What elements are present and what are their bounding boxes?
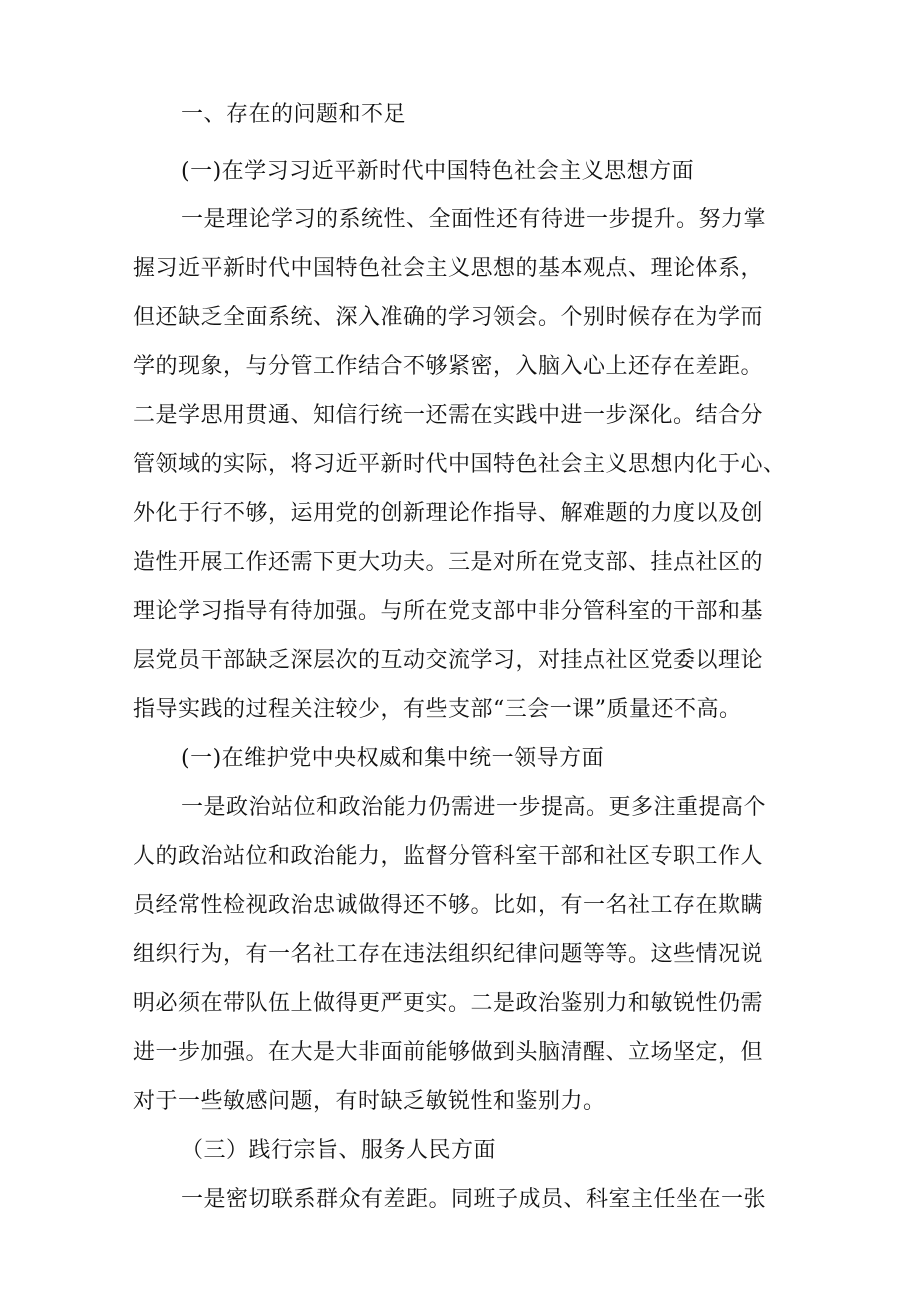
paragraph-line: 一是政治站位和政治能力仍需进一步提高。更多注重提高个 xyxy=(181,795,767,820)
paragraph-line: 理论学习指导有待加强。与所在党支部中非分管科室的干部和基 xyxy=(133,599,764,624)
paragraph-line: 进一步加强。在大是大非面前能够做到头脑清醒、立场坚定，但 xyxy=(133,1040,764,1065)
paragraph-line: 员经常性检视政治忠诚做得还不够。比如，有一名社工存在欺瞒 xyxy=(133,893,764,918)
section-heading: 一、存在的问题和不足 xyxy=(181,102,407,127)
paragraph-line: 二是学思用贯通、知信行统一还需在实践中进一步深化。结合分 xyxy=(133,403,764,428)
paragraph-line: 一是理论学习的系统性、全面性还有待进一步提升。努力掌 xyxy=(181,207,767,232)
subsection-heading-3: （三）践行宗旨、服务人民方面 xyxy=(181,1138,497,1163)
paragraph-line: 握习近平新时代中国特色社会主义思想的基本观点、理论体系， xyxy=(133,256,764,281)
paragraph-line: 一是密切联系群众有差距。同班子成员、科室主任坐在一张 xyxy=(181,1187,767,1212)
paragraph-line: 明必须在带队伍上做得更严更实。二是政治鉴别力和敏锐性仍需 xyxy=(133,991,764,1016)
paragraph-line: 造性开展工作还需下更大功夫。三是对所在党支部、挂点社区的 xyxy=(133,550,764,575)
paragraph-line: 外化于行不够，运用党的创新理论作指导、解难题的力度以及创 xyxy=(133,501,764,526)
paragraph-line: 学的现象，与分管工作结合不够紧密，入脑入心上还存在差距。 xyxy=(133,354,764,379)
paragraph-line: 指导实践的过程关注较少，有些支部“三会一课”质量还不高。 xyxy=(133,697,742,722)
paragraph-line: 但还缺乏全面系统、深入准确的学习领会。个别时候存在为学而 xyxy=(133,305,764,330)
subsection-heading-1: (一)在学习习近平新时代中国特色社会主义思想方面 xyxy=(181,159,695,184)
paragraph-line: 组织行为，有一名社工存在违法组织纪律问题等等。这些情况说 xyxy=(133,942,764,967)
paragraph-line: 层党员干部缺乏深层次的互动交流学习，对挂点社区党委以理论 xyxy=(133,648,764,673)
paragraph-line: 人的政治站位和政治能力，监督分管科室干部和社区专职工作人 xyxy=(133,844,764,869)
paragraph-line: 管领域的实际，将习近平新时代中国特色社会主义思想内化于心、 xyxy=(133,452,786,477)
paragraph-line: 对于一些敏感问题，有时缺乏敏锐性和鉴别力。 xyxy=(133,1089,606,1114)
subsection-heading-2: (一)在维护党中央权威和集中统一领导方面 xyxy=(181,746,605,771)
